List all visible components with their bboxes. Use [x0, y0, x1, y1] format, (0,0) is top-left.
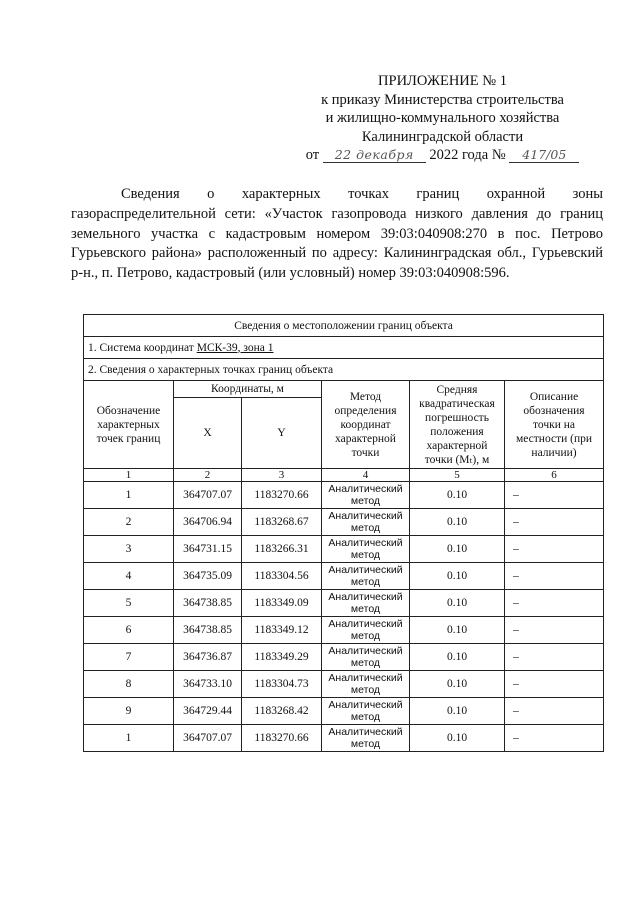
header-method: Метод определения координат характерной точки: [322, 381, 410, 469]
accuracy: 0.10: [410, 590, 505, 617]
point-id: 6: [84, 617, 174, 644]
coord-y: 1183270.66: [242, 725, 322, 752]
table-header: [84, 315, 604, 482]
coord-y: 1183266.31: [242, 536, 322, 563]
coord-y: 1183304.73: [242, 671, 322, 698]
accuracy: 0.10: [410, 671, 505, 698]
table-row: [84, 698, 604, 725]
from-label: от: [305, 147, 320, 163]
table-row: [84, 536, 604, 563]
header-point: Обозначение характерных точек границ: [84, 381, 174, 469]
handwritten-order-number: 417/05: [509, 148, 579, 163]
method: Аналитический метод: [322, 617, 410, 644]
coord-x: 364731.15: [174, 536, 242, 563]
column-number: 6: [505, 469, 604, 482]
table-row: [84, 482, 604, 509]
point-id: 3: [84, 536, 174, 563]
coord-system-label: 1. Система координат: [88, 341, 194, 354]
point-id: 9: [84, 698, 174, 725]
point-id: 8: [84, 671, 174, 698]
order-date-line: [290, 146, 595, 165]
point-id: 4: [84, 563, 174, 590]
description: –: [505, 671, 604, 698]
coord-x: 364707.07: [174, 725, 242, 752]
point-id: 1: [84, 482, 174, 509]
header-coords: Координаты, м: [174, 381, 322, 398]
point-id: 5: [84, 590, 174, 617]
point-id: 2: [84, 509, 174, 536]
coord-y: 1183268.42: [242, 698, 322, 725]
header-x: X: [174, 398, 242, 469]
intro-paragraph: Сведения о характерных точках границ охранной зоны газораспределительной сети: «Участок газопровода низкого давления до границ земельного участка с кадастровым номером 39:03:040908:270 в пос. Петрово Гурьевского района» расположенный по адресу: Калининградская обл., Гурьевский р-н., п. Петрово, кадастровый (или условный) номер 39:03:040908:596.: [71, 186, 603, 282]
table-row: [84, 509, 604, 536]
column-number: 4: [322, 469, 410, 482]
order-line-1: к приказу Министерства строительства: [321, 91, 564, 108]
header-accuracy: Средняя квадратическая погрешность положения характерной точки (Mₜ), м: [410, 381, 505, 469]
coord-y: 1183270.66: [242, 482, 322, 509]
coord-y: 1183304.56: [242, 563, 322, 590]
description: –: [505, 563, 604, 590]
method: Аналитический метод: [322, 482, 410, 509]
table-row: [84, 644, 604, 671]
description: –: [505, 509, 604, 536]
description: –: [505, 482, 604, 509]
handwritten-date: 22 декабря: [323, 148, 426, 163]
accuracy: 0.10: [410, 617, 505, 644]
description: –: [505, 698, 604, 725]
accuracy: 0.10: [410, 725, 505, 752]
header-description: Описание обозначения точки на местности (при наличии): [505, 381, 604, 469]
coord-y: 1183349.09: [242, 590, 322, 617]
coord-x: 364733.10: [174, 671, 242, 698]
method: Аналитический метод: [322, 671, 410, 698]
table-row: [84, 725, 604, 752]
boundary-points-table: [83, 314, 604, 752]
table-row: [84, 590, 604, 617]
description: –: [505, 644, 604, 671]
table-body: [84, 482, 604, 752]
description: –: [505, 536, 604, 563]
method: Аналитический метод: [322, 563, 410, 590]
column-number: 3: [242, 469, 322, 482]
header-y: Y: [242, 398, 322, 469]
coord-y: 1183349.29: [242, 644, 322, 671]
method: Аналитический метод: [322, 698, 410, 725]
description: –: [505, 725, 604, 752]
table-section-title: Сведения о местоположении границ объекта: [84, 315, 604, 337]
coord-x: 364736.87: [174, 644, 242, 671]
accuracy: 0.10: [410, 482, 505, 509]
description: –: [505, 590, 604, 617]
coord-x: 364738.85: [174, 617, 242, 644]
points-section-title: 2. Сведения о характерных точках границ объекта: [84, 359, 604, 381]
description: –: [505, 617, 604, 644]
method: Аналитический метод: [322, 725, 410, 752]
column-number: 2: [174, 469, 242, 482]
table-row: [84, 617, 604, 644]
method: Аналитический метод: [322, 644, 410, 671]
accuracy: 0.10: [410, 536, 505, 563]
point-id: 7: [84, 644, 174, 671]
accuracy: 0.10: [410, 698, 505, 725]
method: Аналитический метод: [322, 590, 410, 617]
coord-x: 364735.09: [174, 563, 242, 590]
year-label: 2022 года №: [429, 147, 506, 163]
accuracy: 0.10: [410, 509, 505, 536]
column-number: 1: [84, 469, 174, 482]
coord-x: 364706.94: [174, 509, 242, 536]
order-line-3: Калининградской области: [361, 128, 524, 145]
table-row: [84, 563, 604, 590]
coord-system-row: [84, 337, 604, 359]
column-number: 5: [410, 469, 505, 482]
point-id: 1: [84, 725, 174, 752]
coord-x: 364738.85: [174, 590, 242, 617]
coord-y: 1183349.12: [242, 617, 322, 644]
appendix-header: [290, 72, 595, 165]
appendix-title: ПРИЛОЖЕНИЕ № 1: [378, 73, 507, 89]
coord-system-value: МСК-39, зона 1: [196, 341, 274, 354]
table-row: [84, 671, 604, 698]
method: Аналитический метод: [322, 536, 410, 563]
accuracy: 0.10: [410, 563, 505, 590]
coord-x: 364707.07: [174, 482, 242, 509]
accuracy: 0.10: [410, 644, 505, 671]
coord-y: 1183268.67: [242, 509, 322, 536]
method: Аналитический метод: [322, 509, 410, 536]
coord-x: 364729.44: [174, 698, 242, 725]
order-line-2: и жилищно-коммунального хозяйства: [325, 110, 560, 126]
